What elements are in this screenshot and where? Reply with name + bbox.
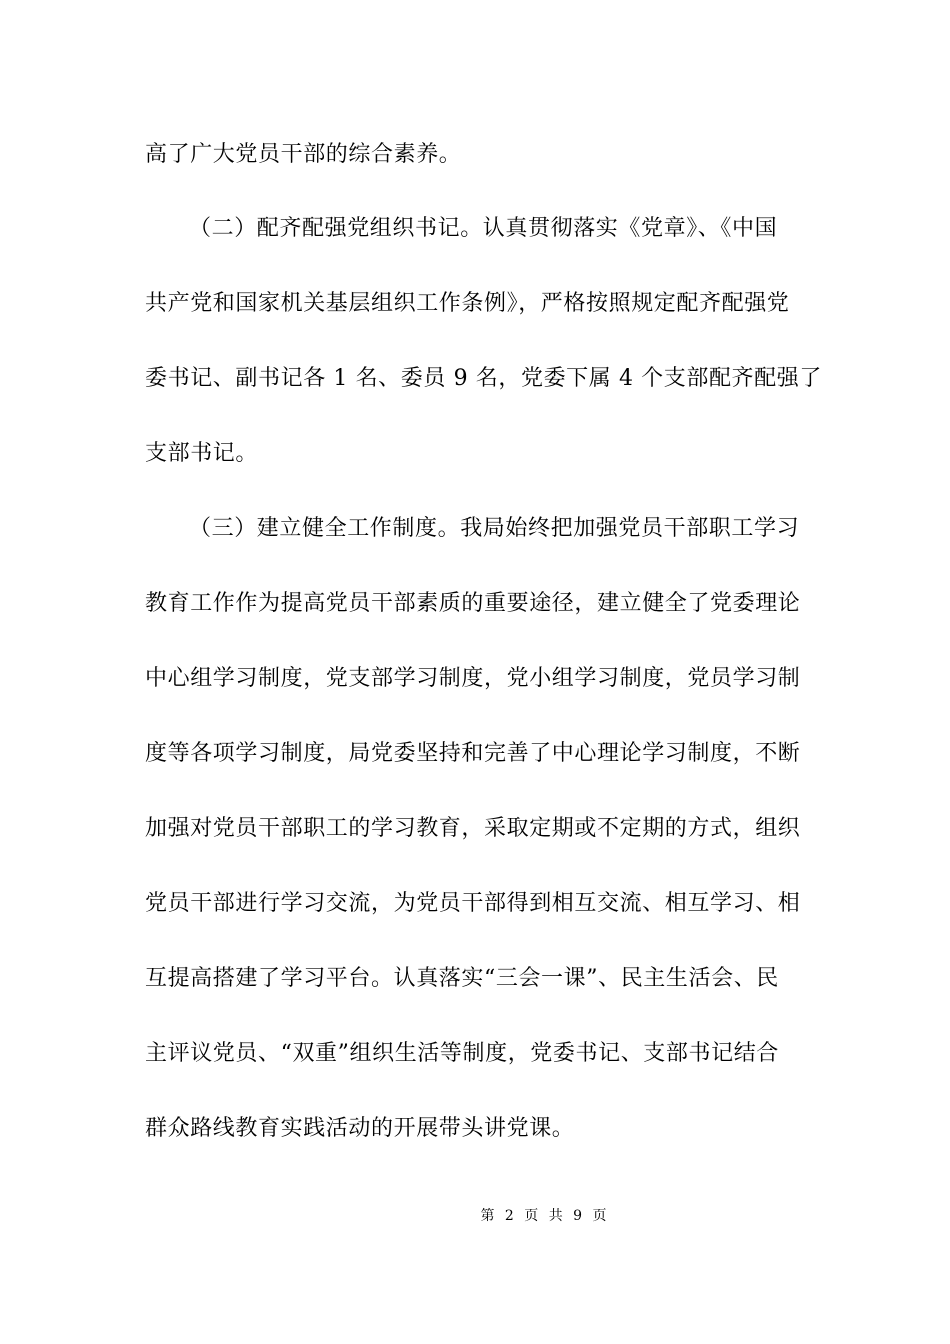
page-footer: 第 2 页 共 9 页 (480, 1208, 610, 1224)
text-line: 教育工作作为提高党员干部素质的重要途径，建立健全了党委理论 (145, 591, 801, 616)
text-line: 高了广大党员干部的综合素养。 (145, 142, 462, 167)
text-line: 互提高搭建了学习平台。认真落实“三会一课”、民主生活会、民 (145, 966, 779, 991)
text-line: （二）配齐配强党组织书记。认真贯彻落实《党章》、《中国 (189, 216, 778, 241)
text-line: 群众路线教育实践活动的开展带头讲党课。 (145, 1116, 575, 1141)
text-line: 共产党和国家机关基层组织工作条例》，严格按照规定配齐配强党 (145, 291, 790, 316)
text-line: 中心组学习制度，党支部学习制度，党小组学习制度，党员学习制 (145, 666, 801, 691)
text-line: （三）建立健全工作制度。我局始终把加强党员干部职工学习 (189, 516, 800, 541)
text-line: 主评议党员、“双重”组织生活等制度，党委书记、支部书记结合 (145, 1041, 779, 1066)
text-line: 度等各项学习制度，局党委坚持和完善了中心理论学习制度，不断 (145, 741, 801, 766)
text-line: 委书记、副书记各 1 名、委员 9 名，党委下属 4 个支部配齐配强了 (145, 366, 822, 391)
text-line: 党员干部进行学习交流，为党员干部得到相互交流、相互学习、相 (145, 891, 801, 916)
text-line: 支部书记。 (145, 441, 259, 466)
text-line: 加强对党员干部职工的学习教育，采取定期或不定期的方式，组织 (145, 816, 801, 841)
